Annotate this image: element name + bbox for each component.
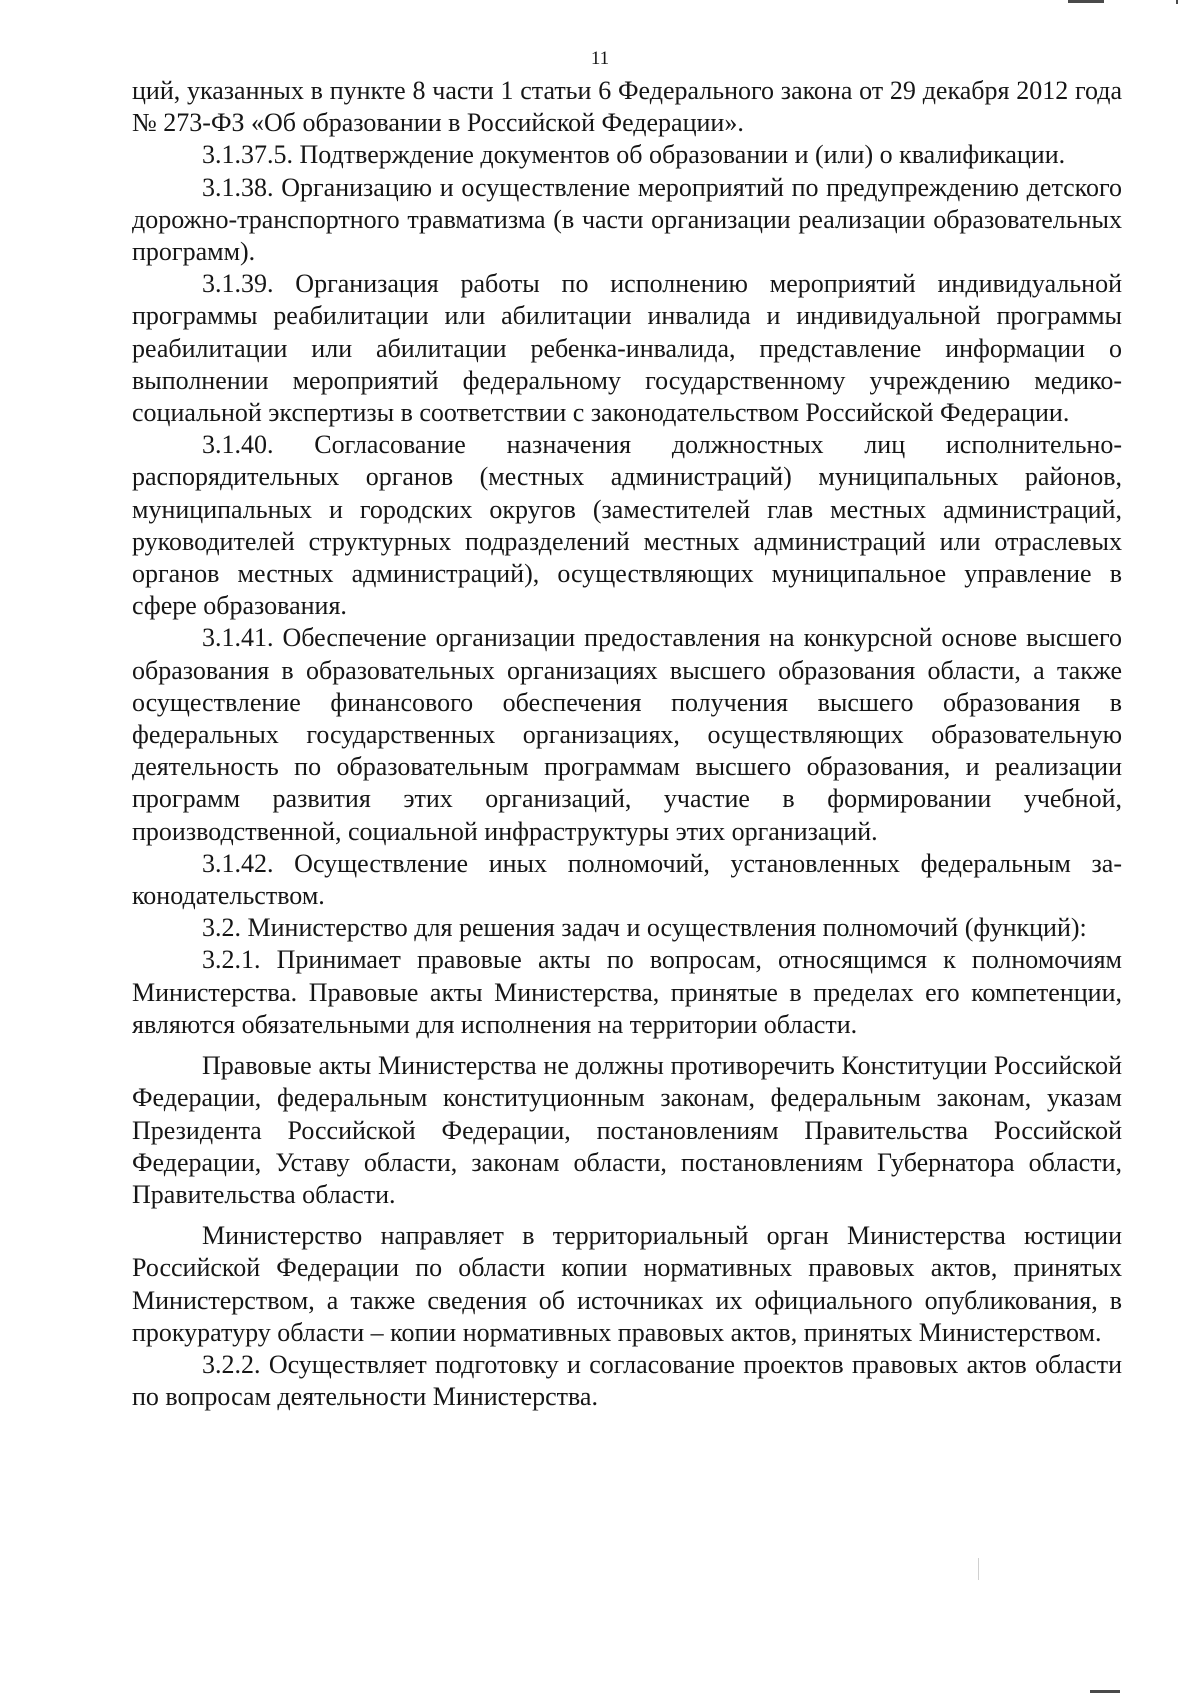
- paragraph-acts-submission: Министерство направляет в территориальный орган Министерства юстиции Российской Федерации по области копии нормативных правовых актов, принятых Министерством, а также сведения об источниках их официального опубликования, в прокуратуру области – копии нормативных правовых актов, принятых Министерством.: [132, 1221, 1122, 1347]
- paragraph-continuation: ций, указанных в пункте 8 части 1 статьи 6 Федерального закона от 29 декабря 2012 года № 273-ФЗ «Об образовании в Российской Федерации».: [132, 76, 1122, 138]
- paragraph-legal-acts-conformity: Правовые акты Министерства не должны противоречить Конституции Российской Федерации, федеральным конституционным законам, федеральным законам, указам Президента Российской Федерации, постановлениям Правительства Российской Федерации, Уставу области, законам области, постановлениям Губернатора области, Правительства области.: [132, 1051, 1122, 1209]
- scan-artifact: [1068, 0, 1104, 3]
- paragraph-3-2-1: 3.2.1. Принимает правовые акты по вопросам, относящимся к полномочиям Министерства. Правовые акты Министерства, принятые в пределах его компетенции, являются обязательными для исполнения на территории области.: [132, 945, 1122, 1039]
- page-number: 11: [590, 48, 610, 69]
- document-body: [132, 75, 1122, 1413]
- paragraph-3-2-2: 3.2.2. Осуществляет подготовку и согласование проектов правовых актов области по вопросам деятельности Министерства.: [132, 1349, 1122, 1412]
- paragraph-3-1-39: 3.1.39. Организация работы по исполнению мероприятий индивидуальной программы реабилитации или абилитации инвалида и индивидуальной программы реабилитации или абилитации ребенка-инвалида, представление информации о выполнении мероприятий федеральному государственному учреждению медико-социальной экспертизы в соответствии с законодательством Российской Федерации.: [132, 269, 1122, 428]
- scan-artifact: [1176, 0, 1178, 4]
- paragraph-3-1-40: 3.1.40. Согласование назначения должностных лиц исполнительно-распорядительных органов (местных администраций) муниципальных районов, муниципальных и городских округов (заместителей глав местных администраций, руководителей структурных подразделений местных администраций или отраслевых органов местных администраций), осуществляющих муниципальное управление в сфере образования.: [132, 430, 1122, 621]
- scan-artifact: [1090, 1690, 1120, 1693]
- paragraph-3-2: 3.2. Министерство для решения задач и осуществления полномочий (функций):: [202, 913, 1087, 943]
- paragraph-3-1-37-5: 3.1.37.5. Подтверждение документов об образовании и (или) о квалификации.: [202, 140, 1066, 170]
- paragraph-3-1-42: 3.1.42. Осуществление иных полномочий, установленных федеральным законодательством.: [132, 848, 1122, 911]
- scan-artifact: [978, 1558, 979, 1580]
- paragraph-3-1-41: 3.1.41. Обеспечение организации предоставления на конкурсной основе высшего образования в образовательных организациях высшего образования области, а также осуществление финансового обеспечения получения высшего образования в федеральных государственных организациях, осуществляющих образовательную деятельность по образовательным программам высшего образования, и реализации программ развития этих организаций, участие в формировании учебной, производственной, социальной инфраструктуры этих организаций.: [132, 623, 1122, 846]
- paragraph-3-1-38: 3.1.38. Организацию и осуществление мероприятий по предупреждению детского дорожно-транспортного травматизма (в части организации реализации образовательных программ).: [132, 172, 1122, 267]
